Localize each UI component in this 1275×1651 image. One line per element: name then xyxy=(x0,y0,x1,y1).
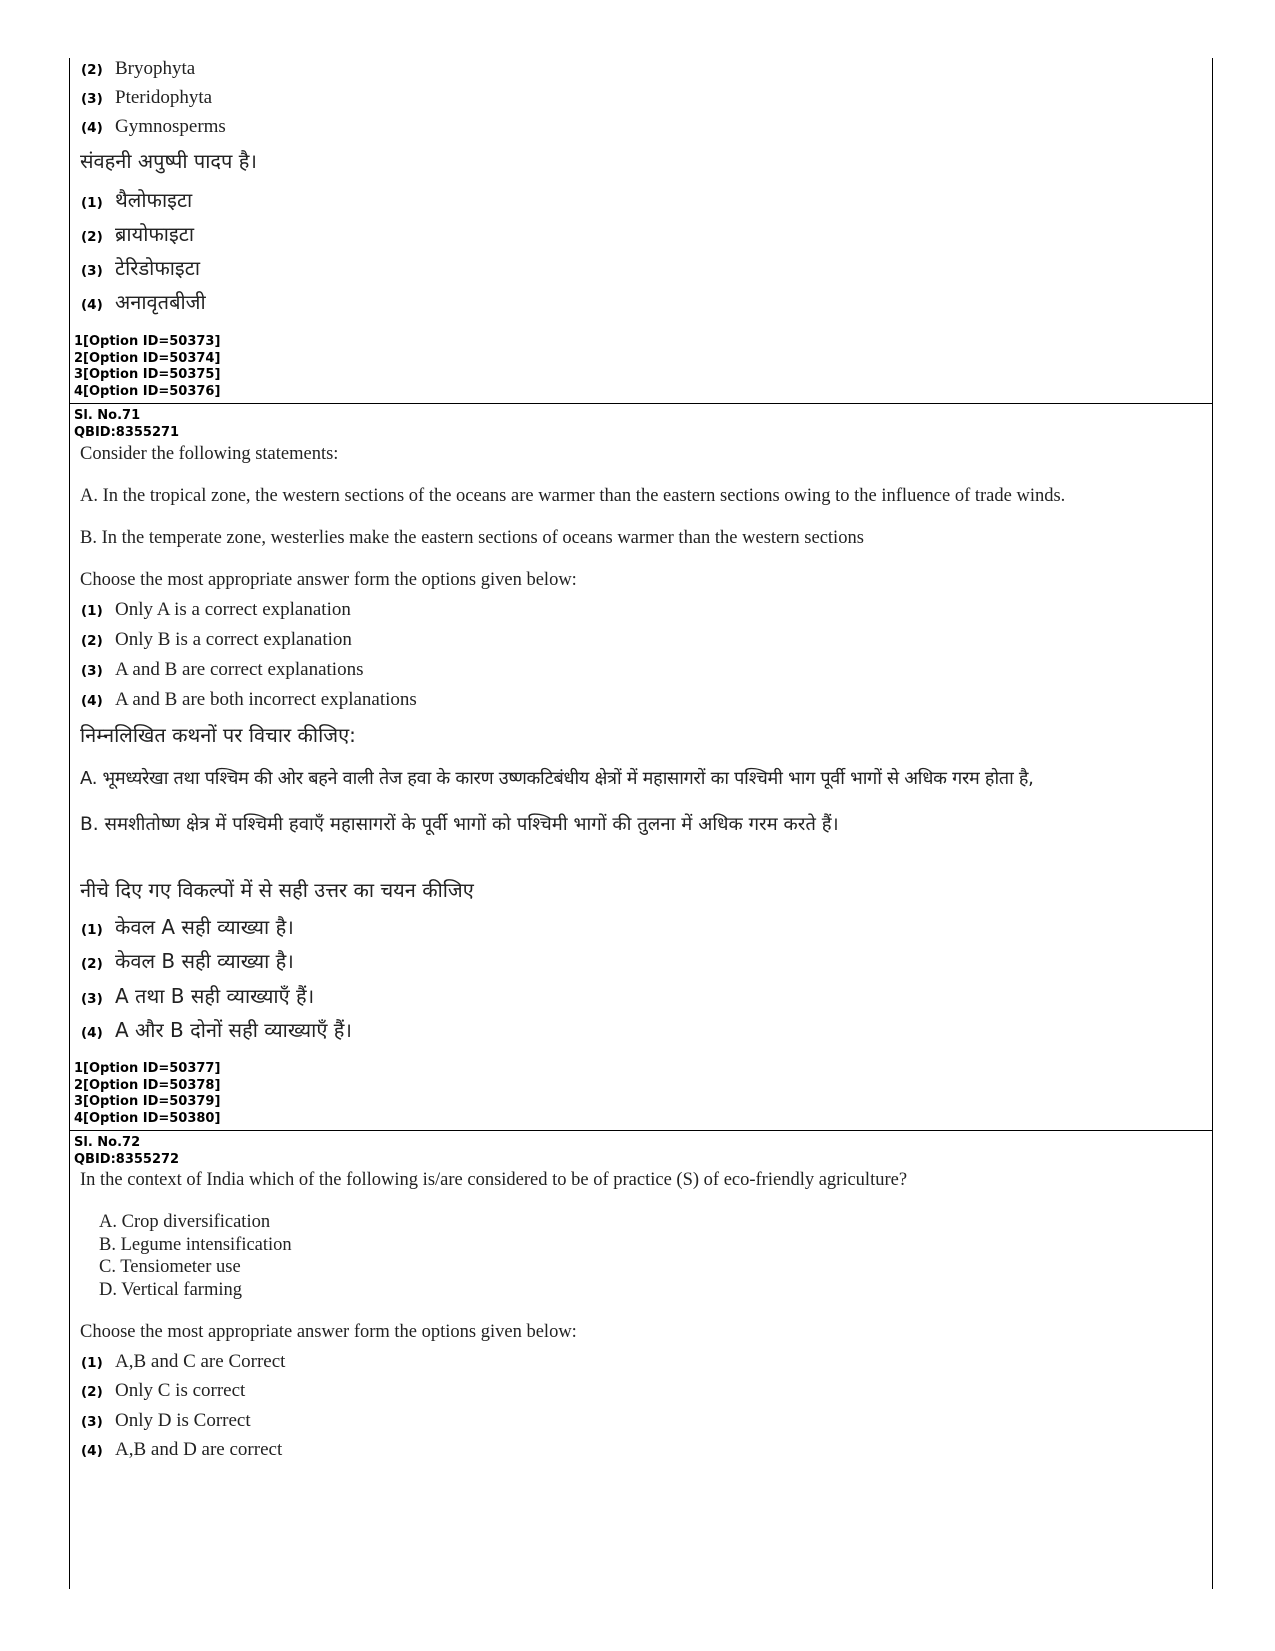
option-hi-3 xyxy=(81,982,314,1009)
option-en-3 xyxy=(81,659,363,681)
option-number: (2) xyxy=(81,229,103,245)
option-id: 3[Option ID=50375] xyxy=(74,367,221,382)
option-id: 4[Option ID=50376] xyxy=(74,383,221,399)
option-text: A and B are correct explanations xyxy=(115,659,364,680)
option-number: (2) xyxy=(81,1384,103,1400)
option-hi-1 xyxy=(81,186,192,213)
option-en-1 xyxy=(81,599,351,621)
option-hi-3 xyxy=(81,254,200,281)
option-number: (3) xyxy=(81,263,103,279)
option-id: 2[Option ID=50378] xyxy=(74,1077,221,1093)
option-text: A,B and C are Correct xyxy=(115,1351,286,1372)
option-text: केवल A सही व्याख्या है। xyxy=(115,915,294,939)
option-text: A और B दोनों सही व्याख्याएँ हैं। xyxy=(115,1018,352,1042)
list-item-c: C. Tensiometer use xyxy=(99,1257,241,1277)
serial-number: Sl. No.72 xyxy=(74,1135,141,1150)
option-number: (4) xyxy=(81,693,103,709)
option-number: (3) xyxy=(81,991,103,1007)
option-number: (1) xyxy=(81,603,103,619)
question-intro-en: Consider the following statements: xyxy=(80,444,339,464)
option-en-4 xyxy=(81,1439,282,1461)
question-divider xyxy=(70,1130,1212,1131)
option-number: (3) xyxy=(81,91,103,107)
option-text: Bryophyta xyxy=(115,58,196,79)
question-intro-hi: निम्नलिखित कथनों पर विचार कीजिए: xyxy=(80,723,356,747)
list-item-a: A. Crop diversification xyxy=(99,1212,271,1232)
option-text: A,B and D are correct xyxy=(115,1439,283,1460)
option-number: (3) xyxy=(81,1414,103,1430)
option-text: थैलोफाइटा xyxy=(115,188,193,212)
question-paper-frame xyxy=(69,58,1213,1589)
option-text: A तथा B सही व्याख्याएँ हैं। xyxy=(115,984,315,1008)
question-text-en: In the context of India which of the following is/are considered to be of practice (S) of eco-friendly agriculture? xyxy=(80,1170,908,1190)
option-en-2 xyxy=(81,58,195,80)
question-hindi: संवहनी अपुष्पी पादप है। xyxy=(80,149,257,173)
option-hi-2 xyxy=(81,220,194,247)
option-id: 3[Option ID=50379] xyxy=(74,1094,221,1109)
serial-number: Sl. No.71 xyxy=(74,408,141,423)
option-en-2 xyxy=(81,1380,245,1402)
statement-a-hi: A. भूमध्यरेखा तथा पश्चिम की ओर बहने वाली तेज हवा के कारण उष्णकटिबंधीय क्षेत्रों में महासागरों का पश्चिमी भाग पूर्वी भागों से अधिक गरम होता है, xyxy=(80,768,1034,789)
choose-instruction-hi: नीचे दिए गए विकल्पों में से सही उत्तर का चयन कीजिए xyxy=(80,878,474,902)
option-number: (4) xyxy=(81,297,103,313)
list-item-b: B. Legume intensification xyxy=(99,1235,292,1255)
option-en-3 xyxy=(81,1410,251,1432)
choose-instruction-en: Choose the most appropriate answer form the options given below: xyxy=(80,570,577,590)
option-hi-1 xyxy=(81,913,294,940)
option-text: केवल B सही व्याख्या है। xyxy=(115,949,294,973)
option-text: Pteridophyta xyxy=(115,87,213,108)
list-item-d: D. Vertical farming xyxy=(99,1280,242,1300)
choose-instruction-en: Choose the most appropriate answer form the options given below: xyxy=(80,1322,577,1342)
option-text: Only C is correct xyxy=(115,1380,246,1401)
option-text: Gymnosperms xyxy=(115,116,226,137)
option-en-4 xyxy=(81,689,417,711)
option-hi-4 xyxy=(81,288,206,315)
option-hi-4 xyxy=(81,1016,352,1043)
option-id: 4[Option ID=50380] xyxy=(74,1110,221,1126)
option-id: 1[Option ID=50377] xyxy=(74,1061,221,1076)
option-text: Only B is a correct explanation xyxy=(115,629,352,650)
option-text: टेरिडोफाइटा xyxy=(115,256,200,280)
option-text: Only A is a correct explanation xyxy=(115,599,351,620)
option-en-1 xyxy=(81,1351,285,1373)
option-number: (1) xyxy=(81,195,103,211)
option-id: 2[Option ID=50374] xyxy=(74,350,221,366)
option-id-list xyxy=(74,334,220,400)
option-id-list xyxy=(74,1061,220,1127)
qbid: QBID:8355271 xyxy=(74,425,180,440)
option-number: (3) xyxy=(81,663,103,679)
option-text: Only D is Correct xyxy=(115,1410,251,1431)
option-number: (1) xyxy=(81,1355,103,1371)
statement-a-en: A. In the tropical zone, the western sections of the oceans are warmer than the eastern sections owing to the influence of trade winds. xyxy=(80,486,1066,506)
option-number: (1) xyxy=(81,922,103,938)
question-divider xyxy=(70,403,1212,404)
option-number: (4) xyxy=(81,120,103,136)
option-id: 1[Option ID=50373] xyxy=(74,334,221,349)
option-number: (2) xyxy=(81,956,103,972)
statement-b-hi: B. समशीतोष्ण क्षेत्र में पश्चिमी हवाएँ महासागरों के पूर्वी भागों को पश्चिमी भागों की तुलना में अधिक गरम करते हैं। xyxy=(80,814,839,835)
qbid: QBID:8355272 xyxy=(74,1152,180,1167)
option-hi-2 xyxy=(81,947,294,974)
option-number: (4) xyxy=(81,1443,103,1459)
option-text: ब्रायोफाइटा xyxy=(115,222,195,246)
option-number: (2) xyxy=(81,62,103,78)
option-en-3 xyxy=(81,87,212,109)
option-en-2 xyxy=(81,629,352,651)
option-text: A and B are both incorrect explanations xyxy=(115,689,417,710)
option-en-4 xyxy=(81,116,226,138)
statement-b-en: B. In the temperate zone, westerlies make the eastern sections of oceans warmer than the western sections xyxy=(80,528,864,548)
option-text: अनावृतबीजी xyxy=(115,290,206,314)
option-number: (2) xyxy=(81,633,103,649)
option-number: (4) xyxy=(81,1025,103,1041)
